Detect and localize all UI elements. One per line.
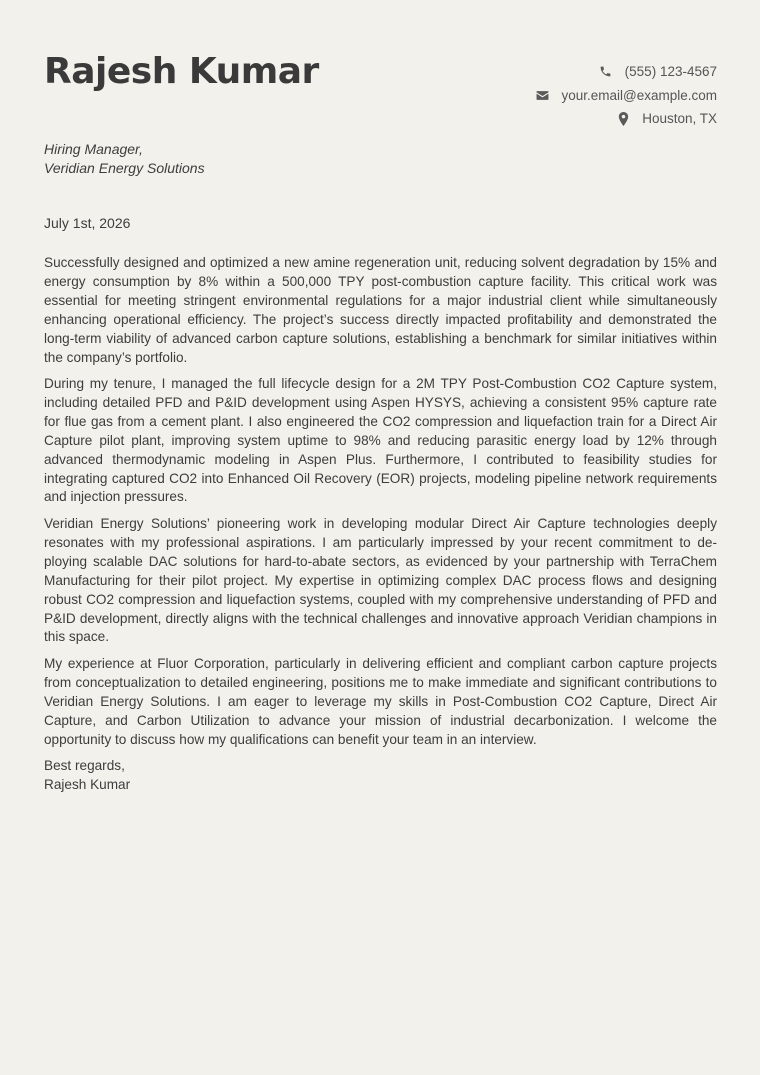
letter-body	[44, 254, 717, 795]
contact-info	[535, 60, 717, 131]
letter-header	[44, 0, 717, 130]
map-pin-icon	[616, 112, 630, 126]
contact-phone-row	[535, 60, 717, 84]
contact-email-row	[535, 84, 717, 108]
closing-block	[44, 757, 717, 795]
sender-name: Rajesh Kumar	[44, 51, 319, 92]
contact-phone: (555) 123-4567	[624, 64, 717, 79]
envelope-icon	[535, 88, 549, 102]
recipient-company: Veridian Energy Solutions	[44, 160, 205, 176]
body-paragraph: Veridian Energy Solutions’ pioneering work in developing modular Direct Air Capture technologies deeply resonates with my professional aspirations. I am particularly impressed by your recent commitment to de-ploying scalable DAC solutions for hard-to-abate sectors, as evidenced by your partnership with TerraChem Manufacturing for their pilot project. My expertise in optimizing complex DAC process flows and designing robust CO2 compression and liquefaction systems, coupled with my comprehensive understanding of PFD and P&ID development, directly aligns with the technical challenges and innovative approach Veridian champions in this space.	[44, 515, 717, 645]
cover-letter-page	[44, 0, 717, 792]
contact-email: your.email@example.com	[561, 87, 717, 103]
signature-name: Rajesh Kumar	[44, 776, 131, 792]
closing-salutation: Best regards,	[44, 758, 125, 774]
recipient-title: Hiring Manager,	[44, 141, 143, 157]
body-paragraph: Successfully designed and optimized a new amine regeneration unit, reducing solvent degradation by 15% and energy consumption by 8% within a 500,000 TPY post-combustion capture facility. This critical work was essential for meeting stringent environmental regulations for a major industrial client while simultaneously enhancing operational efficiency. The project’s success directly impacted profitability and demonstrated the long-term viability of advanced carbon capture solutions, establishing a benchmark for similar initiatives within the company’s portfolio.	[44, 255, 717, 365]
recipient-block	[44, 140, 205, 178]
body-paragraph: My experience at Fluor Corporation, particularly in delivering efficient and compliant carbon capture projects from conceptualization to detailed engineering, positions me to make immediate and significant contributions to Veridian Energy Solutions. I am eager to leverage my skills in Post-Combustion CO2 Capture, Direct Air Capture, and Carbon Utilization to advance your mission of industrial decarbonization. I welcome the opportunity to discuss how my qualifications can benefit your team in an interview.	[44, 655, 717, 747]
letter-date: July 1st, 2026	[44, 215, 131, 231]
phone-icon	[599, 65, 613, 79]
body-paragraph: During my tenure, I managed the full lifecycle design for a 2M TPY Post-Combustion CO2 Capture system, including detailed PFD and P&ID development using Aspen HYSYS, achieving a consistent 95% capture rate for flue gas from a cement plant. I also engineered the CO2 compression and liquefaction train for a Direct Air Capture pilot plant, improving system uptime to 98% and reducing parasitic energy load by 12% through advanced thermodynamic modeling in Aspen Plus. Furthermore, I contributed to feasibility studies for integrating captured CO2 into Enhanced Oil Recovery (EOR) projects, modeling pipeline network requirements and injection pressures.	[44, 376, 717, 505]
contact-location: Houston, TX	[642, 111, 717, 126]
contact-location-row	[535, 107, 717, 131]
